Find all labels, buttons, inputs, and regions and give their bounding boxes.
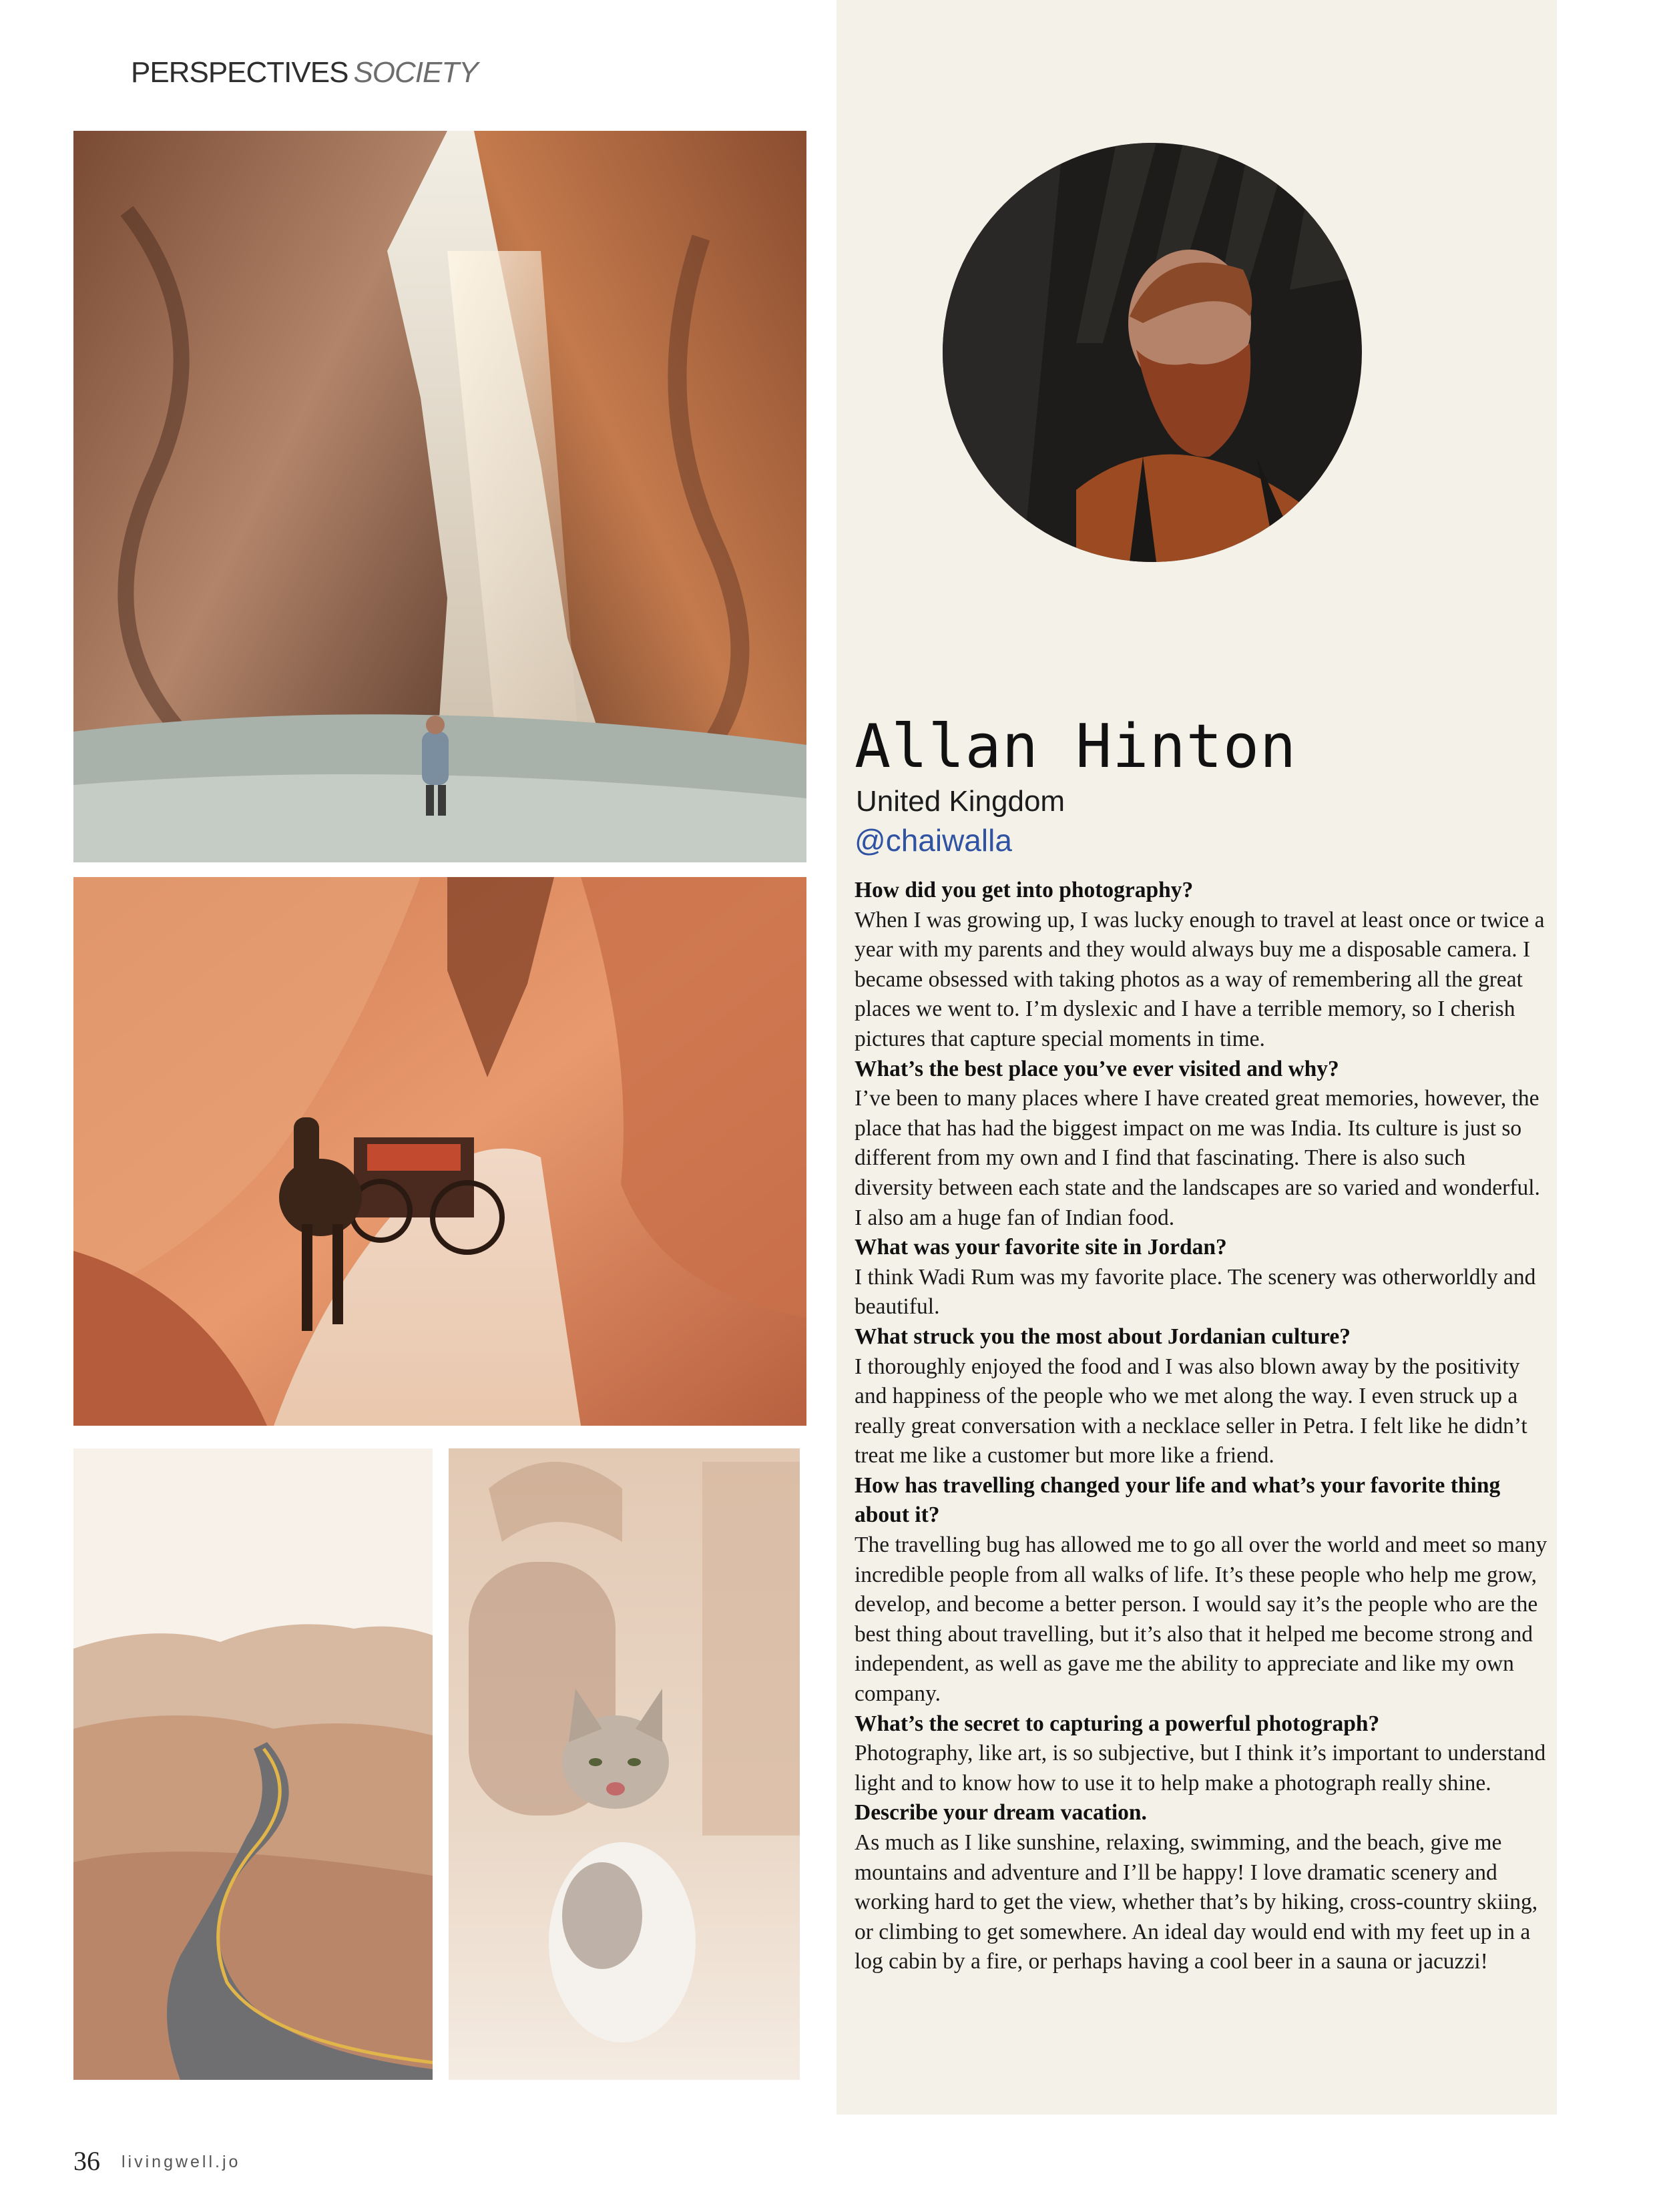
- avatar: [943, 143, 1362, 562]
- interview-question: What’s the secret to capturing a powerful photograph?: [855, 1711, 1380, 1736]
- profile-handle[interactable]: @chaiwalla: [855, 823, 1012, 858]
- interview-answer: The travelling bug has allowed me to go all over the world and meet so many incredible people from all walks of life. It’s these people who help me grow, develop, and become a better person. I would say it’s the people who are the best thing about travelling, but it’s also that it helped me become strong and independent, as well as gave me the ability to appreciate and like my own company.: [855, 1533, 1547, 1707]
- profile-country: United Kingdom: [856, 785, 1065, 818]
- desert-road-photo: [73, 1448, 433, 2080]
- interview-question: Describe your dream vacation.: [855, 1800, 1147, 1826]
- interview-answer: When I was growing up, I was lucky enough to travel at least once or twice a year with my parents and they would always buy me a disposable camera. I became obsessed with taking photos as a way of remembering all the great places we went to. I’m dyslexic and I have a terrible memory, so I cherish pictures that capture special moments in time.: [855, 907, 1545, 1051]
- interview-question: What struck you the most about Jordanian culture?: [855, 1324, 1351, 1349]
- interview-question: How did you get into photography?: [855, 878, 1194, 902]
- subsection-name: SOCIETY: [353, 56, 478, 89]
- carriage-photo: [73, 877, 806, 1426]
- cat-photo: [449, 1448, 800, 2080]
- interview-answer: I think Wadi Rum was my favorite place. The scenery was otherworldly and beautiful.: [855, 1264, 1536, 1320]
- interview-question: What was your favorite site in Jordan?: [855, 1235, 1227, 1260]
- interview-body: [855, 876, 1549, 1977]
- section-label: [131, 56, 478, 89]
- canyon-photo: [73, 131, 806, 862]
- profile-name: Allan Hinton: [855, 712, 1297, 782]
- section-name: PERSPECTIVES: [131, 56, 348, 89]
- interview-question: What’s the best place you’ve ever visited and why?: [855, 1056, 1339, 1081]
- interview-answer: Photography, like art, is so subjective, but I think it’s important to understand light and to know how to use it to help make a photograph really shine.: [855, 1741, 1546, 1795]
- interview-question: How has travelling changed your life and what’s your favorite thing about it?: [855, 1472, 1501, 1528]
- interview-answer: As much as I like sunshine, relaxing, swimming, and the beach, give me mountains and adventure and I’ll be happy! I love dramatic scenery and working hard to get the view, whether that’s by hiking, cross-country skiing, or climbing to get somewhere. An ideal day would end with my feet up in a log cabin by a fire, or perhaps having a cool beer in a sauna or jacuzzi!: [855, 1830, 1538, 1974]
- interview-answer: I thoroughly enjoyed the food and I was also blown away by the positivity and happiness of the people who we met along the way. I even struck up a really great conversation with a necklace seller in Petra. I felt like he didn’t treat me like a customer but more like a friend.: [855, 1354, 1527, 1468]
- page-number: 36: [73, 2146, 100, 2176]
- interview-answer: I’ve been to many places where I have created great memories, however, the place that has had the biggest impact on me was India. Its culture is just so different from my own and I find that fascinating. There is also such diversity between each state and the landscapes are so varied and wonderful. I also am a huge fan of Indian food.: [855, 1086, 1540, 1230]
- site-url[interactable]: livingwell.jo: [122, 2153, 241, 2171]
